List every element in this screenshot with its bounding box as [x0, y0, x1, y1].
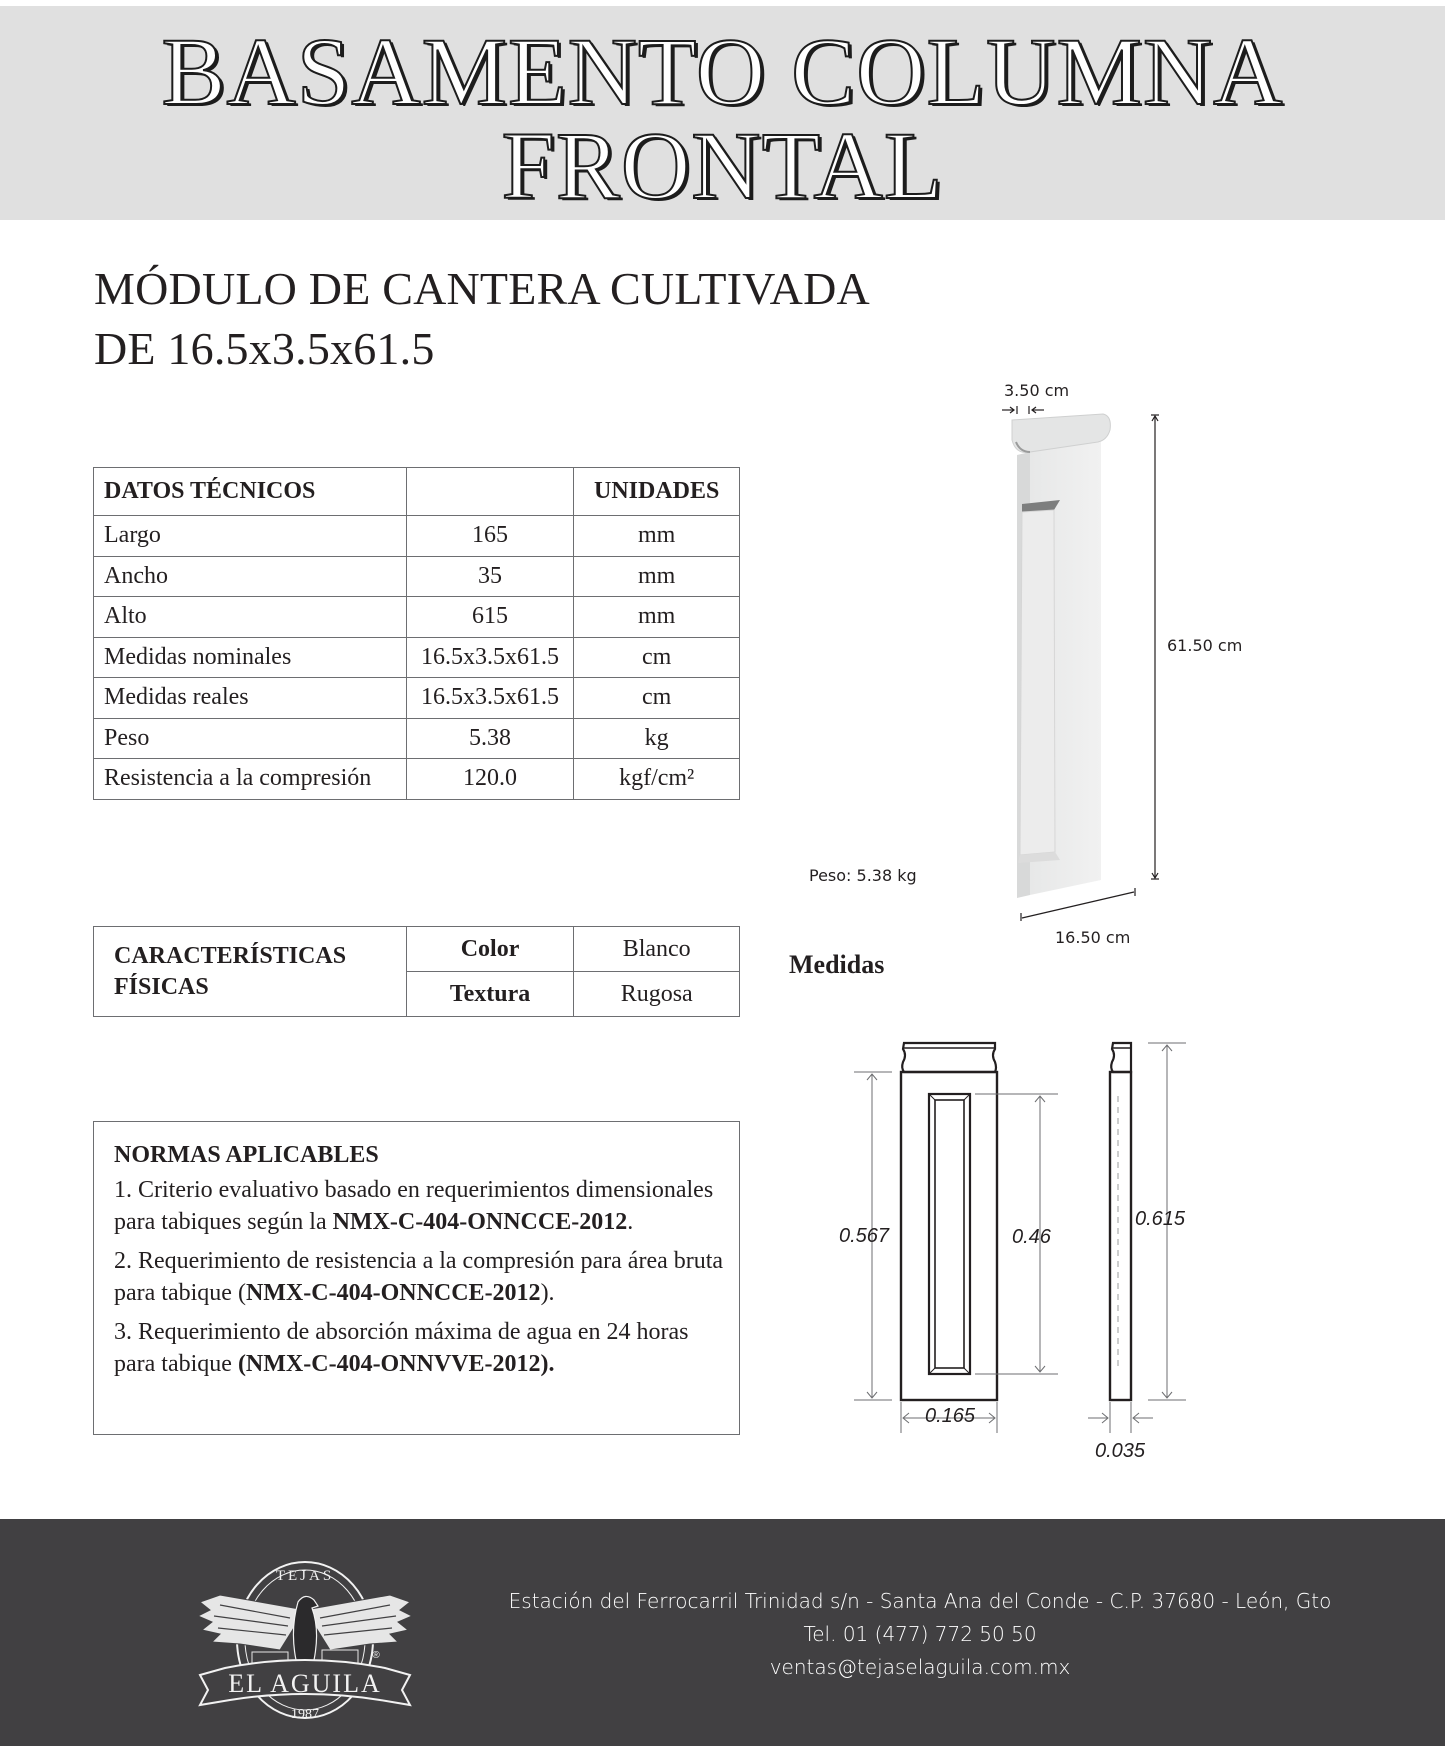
footer-contact: [470, 1585, 1370, 1684]
normas-code: (NMX-C-404-ONNVVE-2012).: [237, 1351, 555, 1377]
row-unit: cm: [574, 678, 740, 719]
table-row: [94, 759, 740, 800]
row-label: Resistencia a la compresión: [94, 759, 407, 800]
header-value: [406, 468, 574, 516]
logo-top-text: TEJAS: [275, 1568, 335, 1584]
normas-box: [93, 1121, 740, 1435]
row-unit: mm: [574, 516, 740, 557]
footer-address: Estación del Ferrocarril Trinidad s/n - Santa Ana del Conde - C.P. 37680 - León, Gto: [508, 1589, 1332, 1613]
row-label: Ancho: [94, 556, 407, 597]
row-value: 16.5x3.5x61.5: [406, 678, 574, 719]
product-photo: [960, 400, 1200, 920]
width-arrow-icon: [1018, 888, 1138, 924]
row-label: Alto: [94, 597, 407, 638]
row-unit: cm: [574, 637, 740, 678]
normas-item: [114, 1245, 729, 1309]
row-label: Medidas nominales: [94, 637, 407, 678]
normas-text: 1. Criterio evaluativo basado en requerimientos dimensionales para tabiques según la: [114, 1177, 714, 1235]
technical-drawing: [820, 1030, 1220, 1470]
weight-label: Peso: 5.38 kg: [809, 866, 917, 885]
header-datos-tecnicos: DATOS TÉCNICOS: [94, 468, 407, 516]
logo-brand: EL AGUILA: [228, 1669, 382, 1698]
depth-label: 3.50 cm: [1004, 381, 1070, 400]
physical-title-line1: CARACTERÍSTICAS: [114, 942, 347, 969]
table-row: [94, 678, 740, 719]
product-subtitle-line2: DE 16.5x3.5x61.5: [94, 323, 435, 374]
technical-data-table: [93, 467, 740, 800]
normas-tail: .: [627, 1209, 634, 1235]
footer-phone: Tel. 01 (477) 772 50 50: [803, 1622, 1037, 1646]
depth-arrows-icon: [1000, 403, 1050, 417]
front-height-label: 0.567: [839, 1225, 890, 1247]
el-aguila-logo: [180, 1540, 430, 1730]
panel-height-label: 0.46: [1012, 1226, 1051, 1248]
normas-code: NMX-C-404-ONNCCE-2012: [332, 1209, 628, 1235]
row-value: 120.0: [406, 759, 574, 800]
row-value: 35: [406, 556, 574, 597]
header-unidades: UNIDADES: [574, 468, 740, 516]
height-arrow-icon: [1148, 412, 1162, 882]
row-value: Blanco: [574, 927, 740, 972]
normas-code: NMX-C-404-ONNCCE-2012: [245, 1280, 541, 1306]
row-value: 615: [406, 597, 574, 638]
normas-text: 2. Requerimiento de resistencia a la compresión para área bruta para tabique (: [114, 1248, 724, 1306]
row-unit: mm: [574, 556, 740, 597]
logo-registered: ®: [372, 1650, 380, 1661]
normas-tail: ).: [540, 1280, 555, 1306]
row-label: Textura: [406, 972, 574, 1017]
table-row: [94, 637, 740, 678]
row-label: Largo: [94, 516, 407, 557]
physical-title: [94, 927, 407, 1017]
product-subtitle-line1: MÓDULO DE CANTERA CULTIVADA: [94, 263, 870, 314]
row-unit: mm: [574, 597, 740, 638]
normas-text: 3. Requerimiento de absorción máxima de agua en 24 horas para tabique: [114, 1319, 689, 1377]
physical-title-line2: FÍSICAS: [114, 973, 209, 1000]
row-value: Rugosa: [574, 972, 740, 1017]
table-row: [94, 516, 740, 557]
page-title-line2: FRONTAL: [501, 112, 944, 219]
table-header-row: [94, 468, 740, 516]
table-row: [94, 597, 740, 638]
table-row: [94, 556, 740, 597]
logo-year: 1987: [291, 1707, 319, 1722]
side-depth-label: 0.035: [1095, 1440, 1146, 1462]
row-label: Peso: [94, 718, 407, 759]
row-value: 165: [406, 516, 574, 557]
row-value: 16.5x3.5x61.5: [406, 637, 574, 678]
row-value: 5.38: [406, 718, 574, 759]
table-row: [94, 927, 740, 972]
front-width-label: 0.165: [925, 1405, 976, 1427]
row-label: Color: [406, 927, 574, 972]
row-unit: kgf/cm²: [574, 759, 740, 800]
normas-item: [114, 1316, 729, 1380]
normas-item: [114, 1174, 729, 1238]
height-label: 61.50 cm: [1167, 636, 1243, 655]
row-label: Medidas reales: [94, 678, 407, 719]
table-row: [94, 718, 740, 759]
row-unit: kg: [574, 718, 740, 759]
medidas-title: Medidas: [789, 950, 885, 979]
side-height-label: 0.615: [1135, 1208, 1186, 1230]
page-title-line1: BASAMENTO COLUMNA: [161, 18, 1284, 125]
physical-characteristics-table: [93, 926, 740, 1017]
width-label: 16.50 cm: [1055, 928, 1131, 947]
footer-email[interactable]: ventas@tejaselaguila.com.mx: [769, 1655, 1071, 1679]
normas-title: NORMAS APLICABLES: [114, 1142, 379, 1168]
